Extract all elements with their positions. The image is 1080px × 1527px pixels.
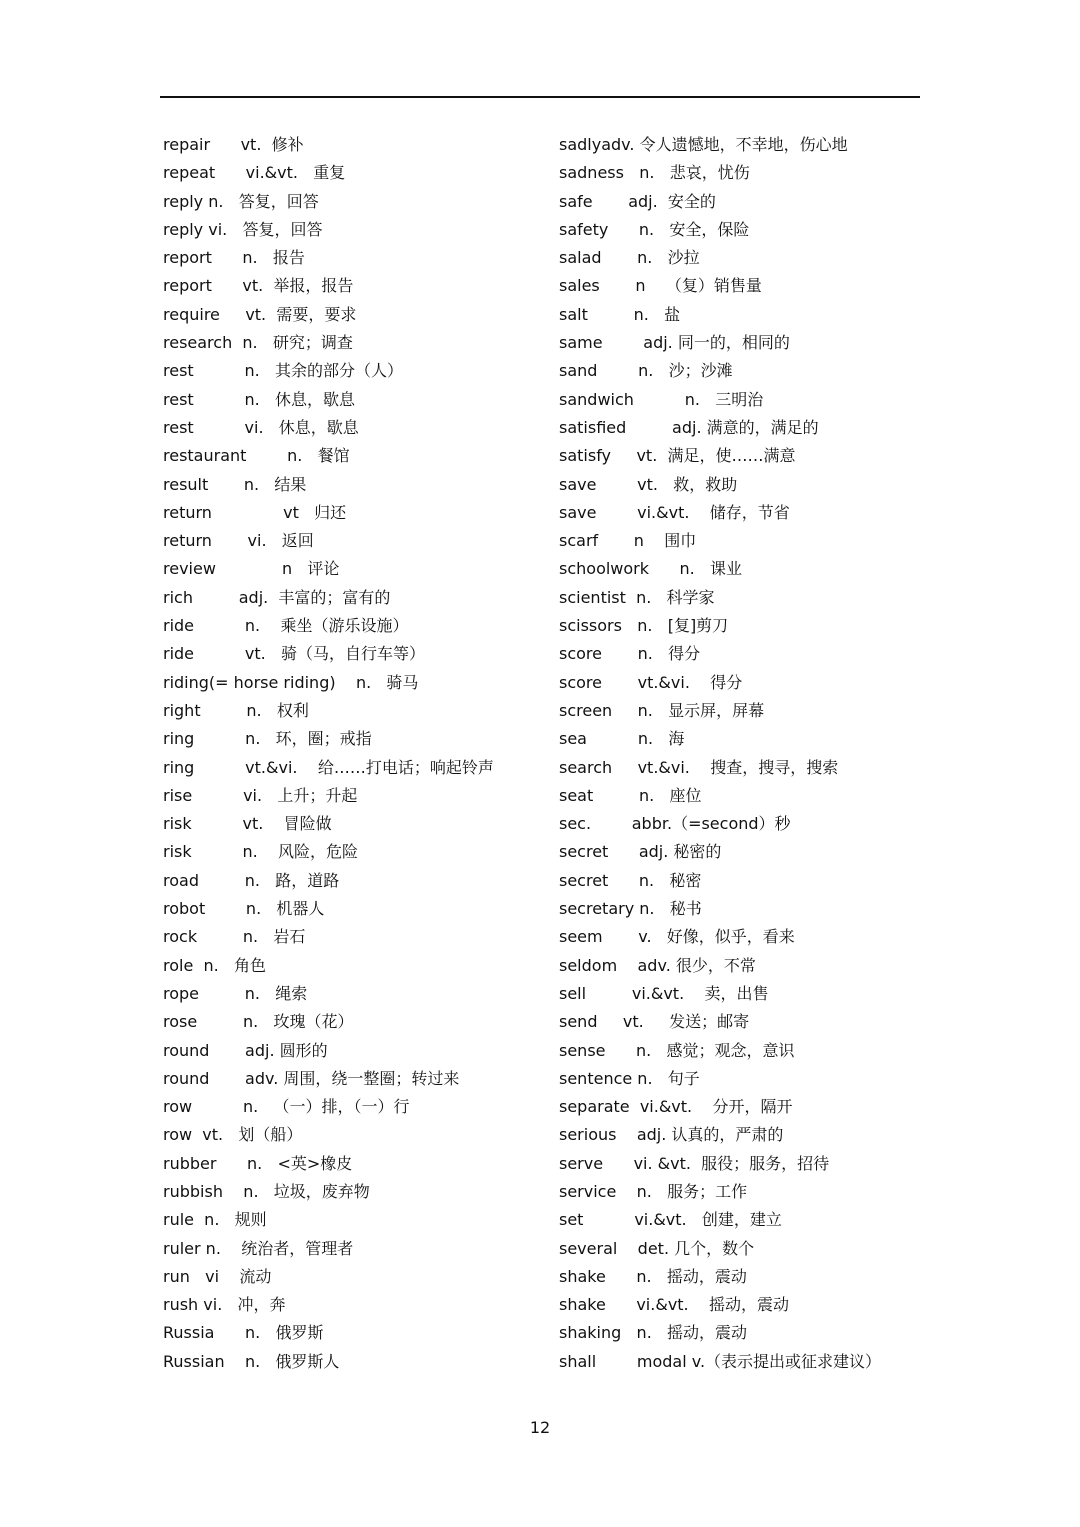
- vocab-entry: ruler n. 统治者，管理者: [163, 1238, 354, 1258]
- vocab-entry: screen n. 显示屏，屏幕: [559, 700, 765, 720]
- vocab-entry: rock n. 岩石: [163, 927, 306, 947]
- vocab-entry: reply vi. 答复，回答: [163, 219, 323, 239]
- vocab-entry: ring n. 环，圈；戒指: [163, 729, 372, 749]
- vocab-entry: shake vi.&vt. 摇动，震动: [559, 1295, 789, 1315]
- vocab-entry: score n. 得分: [559, 644, 701, 664]
- vocab-entry: return vt 归还: [163, 502, 347, 522]
- vocab-entry: scissors n. [复]剪刀: [559, 616, 729, 636]
- vocab-entry: sadness n. 悲哀，忧伤: [559, 163, 750, 183]
- vocab-entry: secret adj. 秘密的: [559, 842, 722, 862]
- vocab-entry: Russian n. 俄罗斯人: [163, 1351, 340, 1371]
- vocab-entry: secretary n. 秘书: [559, 899, 702, 919]
- vocab-entry: serious adj. 认真的，严肃的: [559, 1125, 784, 1145]
- vocab-entry: set vi.&vt. 创建，建立: [559, 1210, 782, 1230]
- vocab-entry: research n. 研究；调查: [163, 333, 353, 353]
- vocab-entry: robot n. 机器人: [163, 899, 325, 919]
- vocab-entry: schoolwork n. 课业: [559, 559, 743, 579]
- vocab-entry: shall modal v.（表示提出或征求建议）: [559, 1351, 882, 1371]
- vocab-entry: rush vi. 冲，奔: [163, 1295, 286, 1315]
- vocab-entry: ride vt. 骑（马，自行车等）: [163, 644, 425, 664]
- vocab-entry: ride n. 乘坐（游乐设施）: [163, 616, 409, 636]
- vocab-entry: save vi.&vt. 储存，节省: [559, 502, 790, 522]
- vocab-entry: reply n. 答复，回答: [163, 191, 319, 211]
- vocab-entry: repair vt. 修补: [163, 135, 304, 154]
- vocab-entry: shake n. 摇动，震动: [559, 1266, 747, 1286]
- vocab-entry: rubbish n. 垃圾，废弃物: [163, 1181, 370, 1201]
- vocab-entry: rule n. 规则: [163, 1210, 267, 1230]
- vocab-entry: risk n. 风险，危险: [163, 842, 359, 862]
- vocab-entry: salt n. 盐: [559, 304, 681, 324]
- vocab-entry: satisfy vt. 满足，使……满意: [559, 446, 796, 466]
- vocab-entry: rubber n. <英>橡皮: [163, 1153, 353, 1173]
- vocab-entry: row vt. 划（船）: [163, 1125, 303, 1145]
- vocab-entry: send vt. 发送；邮寄: [559, 1012, 750, 1032]
- vocab-entry: review n 评论: [163, 559, 340, 579]
- vocab-entry: sand n. 沙；沙滩: [559, 361, 733, 381]
- left-column: [163, 131, 558, 1376]
- vocab-entry: scientist n. 科学家: [559, 587, 715, 607]
- page-number: 12: [529, 1418, 551, 1437]
- vocab-entry: scarf n 围巾: [559, 531, 697, 551]
- vocab-entry: result n. 结果: [163, 474, 307, 494]
- vocab-entry: Russia n. 俄罗斯: [163, 1323, 324, 1343]
- vocab-entry: save vt. 救，救助: [559, 474, 738, 494]
- vocab-entry: several det. 几个，数个: [559, 1238, 755, 1258]
- vocab-entry: rest n. 其余的部分（人）: [163, 361, 404, 381]
- vocab-entry: report vt. 举报，报告: [163, 276, 354, 296]
- vocab-entry: satisfied adj. 满意的，满足的: [559, 417, 819, 437]
- vocab-entry: round adv. 周围，绕一整圈；转过来: [163, 1068, 460, 1088]
- vocab-entry: rise vi. 上升；升起: [163, 785, 358, 805]
- vocab-entry: restaurant n. 餐馆: [163, 446, 350, 466]
- vocab-entry: seldom adv. 很少，不常: [559, 955, 756, 975]
- vocab-entry: sadlyadv. 令人遗憾地，不幸地，伤心地: [559, 135, 848, 154]
- vocab-entry: rich adj. 丰富的；富有的: [163, 587, 391, 607]
- right-column: [559, 131, 959, 1376]
- vocab-entry: rope n. 绳索: [163, 983, 308, 1003]
- vocab-entry: sales n （复）销售量: [559, 276, 762, 296]
- vocab-entry: riding(= horse riding) n. 骑马: [163, 672, 419, 692]
- vocab-entry: score vt.&vi. 得分: [559, 672, 743, 692]
- vocab-entry: require vt. 需要，要求: [163, 304, 357, 324]
- vocab-entry: serve vi. &vt. 服役；服务，招待: [559, 1153, 830, 1173]
- vocab-entry: same adj. 同一的，相同的: [559, 333, 790, 353]
- vocab-entry: report n. 报告: [163, 248, 305, 268]
- vocab-entry: separate vi.&vt. 分开，隔开: [559, 1097, 793, 1117]
- vocab-entry: row n. （一）排，（一）行: [163, 1097, 410, 1117]
- vocab-entry: sell vi.&vt. 卖，出售: [559, 983, 769, 1003]
- vocab-entry: seat n. 座位: [559, 785, 702, 805]
- vocab-entry: repeat vi.&vt. 重复: [163, 163, 346, 183]
- vocab-entry: salad n. 沙拉: [559, 248, 700, 268]
- vocab-entry: role n. 角色: [163, 955, 266, 975]
- header-rule: [160, 96, 920, 98]
- vocab-entry: safe adj. 安全的: [559, 191, 716, 211]
- vocab-entry: search vt.&vi. 搜查，搜寻，搜索: [559, 757, 839, 777]
- vocab-entry: safety n. 安全，保险: [559, 219, 750, 239]
- vocab-entry: sec. abbr.（=second）秒: [559, 814, 791, 834]
- vocab-entry: right n. 权利: [163, 700, 309, 720]
- vocab-entry: sense n. 感觉；观念，意识: [559, 1040, 795, 1060]
- vocab-entry: seem v. 好像，似乎，看来: [559, 927, 795, 947]
- vocab-entry: run vi 流动: [163, 1266, 272, 1286]
- vocab-entry: secret n. 秘密: [559, 870, 702, 890]
- vocab-entry: shaking n. 摇动，震动: [559, 1323, 748, 1343]
- vocab-entry: sea n. 海: [559, 729, 685, 749]
- vocab-entry: risk vt. 冒险做: [163, 814, 332, 834]
- vocab-entry: round adj. 圆形的: [163, 1040, 328, 1060]
- vocab-entry: rest n. 休息，歇息: [163, 389, 356, 409]
- vocab-entry: service n. 服务；工作: [559, 1181, 748, 1201]
- vocab-entry: rest vi. 休息，歇息: [163, 417, 359, 437]
- vocab-entry: rose n. 玫瑰（花）: [163, 1012, 354, 1032]
- vocab-entry: sentence n. 句子: [559, 1068, 700, 1088]
- vocab-entry: return vi. 返回: [163, 531, 314, 551]
- vocab-entry: road n. 路，道路: [163, 870, 340, 890]
- vocab-entry: sandwich n. 三明治: [559, 389, 764, 409]
- vocab-entry: ring vt.&vi. 给……打电话；响起铃声: [163, 757, 494, 777]
